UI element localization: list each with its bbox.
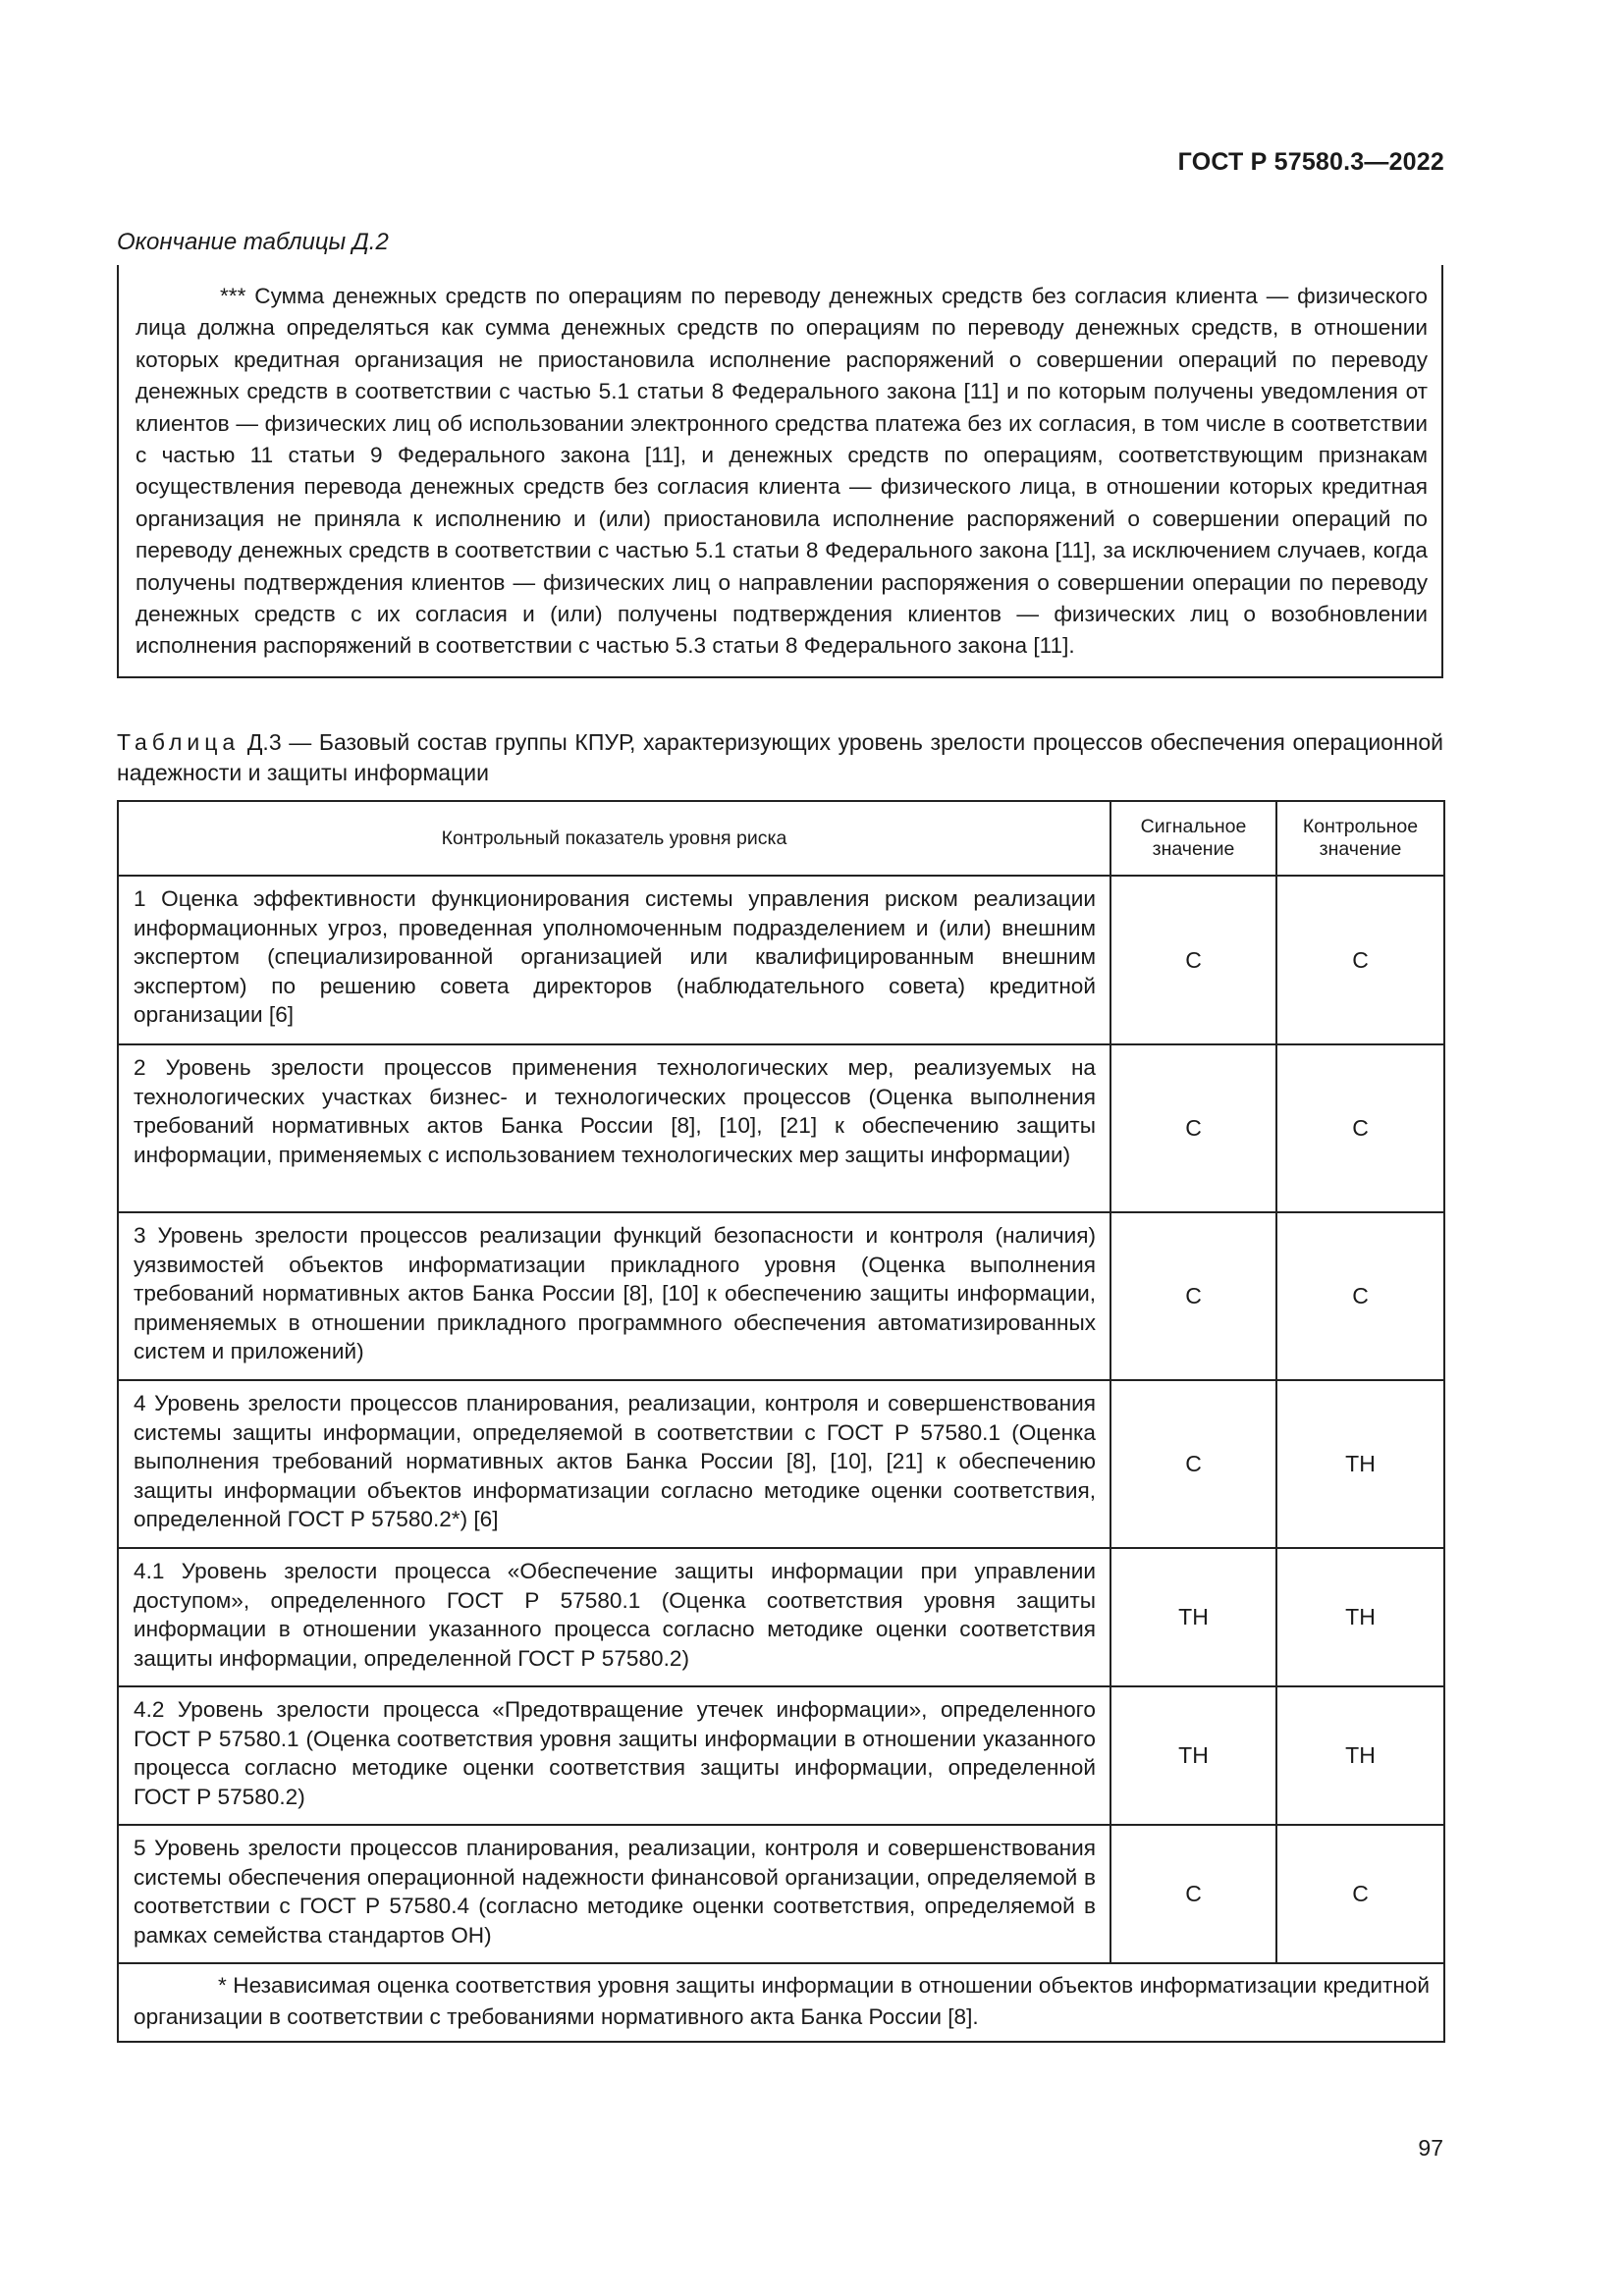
row-indicator-text: 5 Уровень зрелости процессов планирования, реализации, контроля и совершенствования системы обеспечения операционной надежности финансовой организации, определяемой в соответствии с ГОСТ Р 57580.4 (согласно методике оценки соответствия, определяемой в рамках семейства стандартов ОН) xyxy=(118,1825,1110,1963)
row-control-value: С xyxy=(1276,1825,1444,1963)
table-row xyxy=(118,1686,1444,1825)
row-signal-value: С xyxy=(1110,1044,1276,1212)
row-control-value: ТН xyxy=(1276,1686,1444,1825)
row-signal-value: ТН xyxy=(1110,1548,1276,1686)
table-row xyxy=(118,1548,1444,1686)
table-row xyxy=(118,1044,1444,1212)
table-footnote-cell xyxy=(118,1963,1444,2042)
table-header-row xyxy=(118,801,1444,876)
row-signal-value: С xyxy=(1110,1212,1276,1380)
row-signal-value: ТН xyxy=(1110,1686,1276,1825)
column-header-indicator: Контрольный показатель уровня риска xyxy=(118,801,1110,876)
row-signal-value: С xyxy=(1110,1380,1276,1548)
table-d3 xyxy=(117,800,1445,2043)
column-header-control: Контрольное значение xyxy=(1276,801,1444,876)
table-row xyxy=(118,1212,1444,1380)
row-control-value: С xyxy=(1276,1212,1444,1380)
row-indicator-text: 3 Уровень зрелости процессов реализации функций безопасности и контроля (наличия) уязвимостей объектов информатизации прикладного уровня (Оценка выполнения требований нормативных актов Банка России [8], [10] к обеспечению защиты информации, применяемых в отношении прикладного программного обеспечения автоматизированных систем и приложений) xyxy=(118,1212,1110,1380)
row-indicator-text: 1 Оценка эффективности функционирования системы управления риском реализации информационных угроз, проведенная уполномоченным подразделением и (или) внешним экспертом (специализированной организацией или квалифицированным внешним экспертом) по решению совета директоров (наблюдательного совета) кредитной организации [6] xyxy=(118,876,1110,1044)
table-row xyxy=(118,1380,1444,1548)
row-control-value: С xyxy=(1276,1044,1444,1212)
table-row xyxy=(118,1825,1444,1963)
page-number: 97 xyxy=(1418,2135,1443,2161)
column-header-signal: Сигнальное значение xyxy=(1110,801,1276,876)
table-footnote-text: * Независимая оценка соответствия уровня защиты информации в отношении объектов информатизации кредитной организации в соответствии с требованиями нормативного акта Банка России [8]. xyxy=(134,1973,1430,2029)
row-control-value: ТН xyxy=(1276,1380,1444,1548)
row-indicator-text: 4.1 Уровень зрелости процесса «Обеспечение защиты информации при управлении доступом», определенного ГОСТ Р 57580.1 (Оценка соответствия уровня защиты информации в отношении указанного процесса согласно методике оценки соответствия защиты информации, определенной ГОСТ Р 57580.2) xyxy=(118,1548,1110,1686)
table-row xyxy=(118,876,1444,1044)
row-control-value: ТН xyxy=(1276,1548,1444,1686)
table-caption-title: Д.3 — Базовый состав группы КПУР, характеризующих уровень зрелости процессов обеспечения операционной надежности и защиты информации xyxy=(117,729,1443,785)
table-d3-caption xyxy=(117,727,1443,788)
row-indicator-text: 4 Уровень зрелости процессов планирования, реализации, контроля и совершенствования системы защиты информации, определяемой в соответствии с ГОСТ Р 57580.1 (Оценка выполнения требований нормативных актов Банка России [8], [10], [21] к обеспечению защиты информации объектов информатизации согласно методике оценки соответствия, определенной ГОСТ Р 57580.2*) [6] xyxy=(118,1380,1110,1548)
row-signal-value: С xyxy=(1110,1825,1276,1963)
table-continuation-label: Окончание таблицы Д.2 xyxy=(117,229,389,255)
row-indicator-text: 2 Уровень зрелости процессов применения технологических мер, реализуемых на технологических участках бизнес- и технологических процессов (Оценка выполнения требований нормативных актов Банка России [8], [10], [21] к обеспечению защиты информации, применяемых с использованием технологических мер защиты информации) xyxy=(118,1044,1110,1212)
table-footnote-row xyxy=(118,1963,1444,2042)
standard-code-header: ГОСТ Р 57580.3—2022 xyxy=(1177,148,1444,176)
table-d2-note-text: *** Сумма денежных средств по операциям по переводу денежных средств без согласия клиента — физического лица должна определяться как сумма денежных средств по операциям по переводу денежных средств, в отношении которых кредитная организация не приостановила исполнение распоряжений о совершении операций по переводу денежных средств в соответствии с частью 5.1 статьи 8 Федерального закона [11] и по которым получены уведомления от клиентов — физических лиц об использовании электронного средства платежа без их согласия, в том числе в соответствии с частью 11 статьи 9 Федерального закона [11], и денежных средств по операциям, соответствующим признакам осуществления перевода денежных средств без согласия клиента — физического лица, в отношении которых кредитная организация не приняла к исполнению и (или) приостановила исполнение распоряжений о совершении операций по переводу денежных средств в соответствии с частью 5.1 статьи 8 Федерального закона [11], за исключением случаев, когда получены подтверждения клиентов — физических лиц о направлении распоряжения о совершении операции по переводу денежных средств с их согласия и (или) получены подтверждения клиентов — физических лиц о возобновлении исполнения распоряжений в соответствии с частью 5.3 статьи 8 Федерального закона [11]. xyxy=(135,284,1428,659)
row-signal-value: С xyxy=(1110,876,1276,1044)
row-indicator-text: 4.2 Уровень зрелости процесса «Предотвращение утечек информации», определенного ГОСТ Р 57580.1 (Оценка соответствия уровня защиты информации в отношении указанного процесса согласно методике оценки соответствия защиты информации, определенной ГОСТ Р 57580.2) xyxy=(118,1686,1110,1825)
table-d2-note-box xyxy=(117,265,1443,678)
row-control-value: С xyxy=(1276,876,1444,1044)
table-caption-label: Таблица xyxy=(117,729,241,755)
